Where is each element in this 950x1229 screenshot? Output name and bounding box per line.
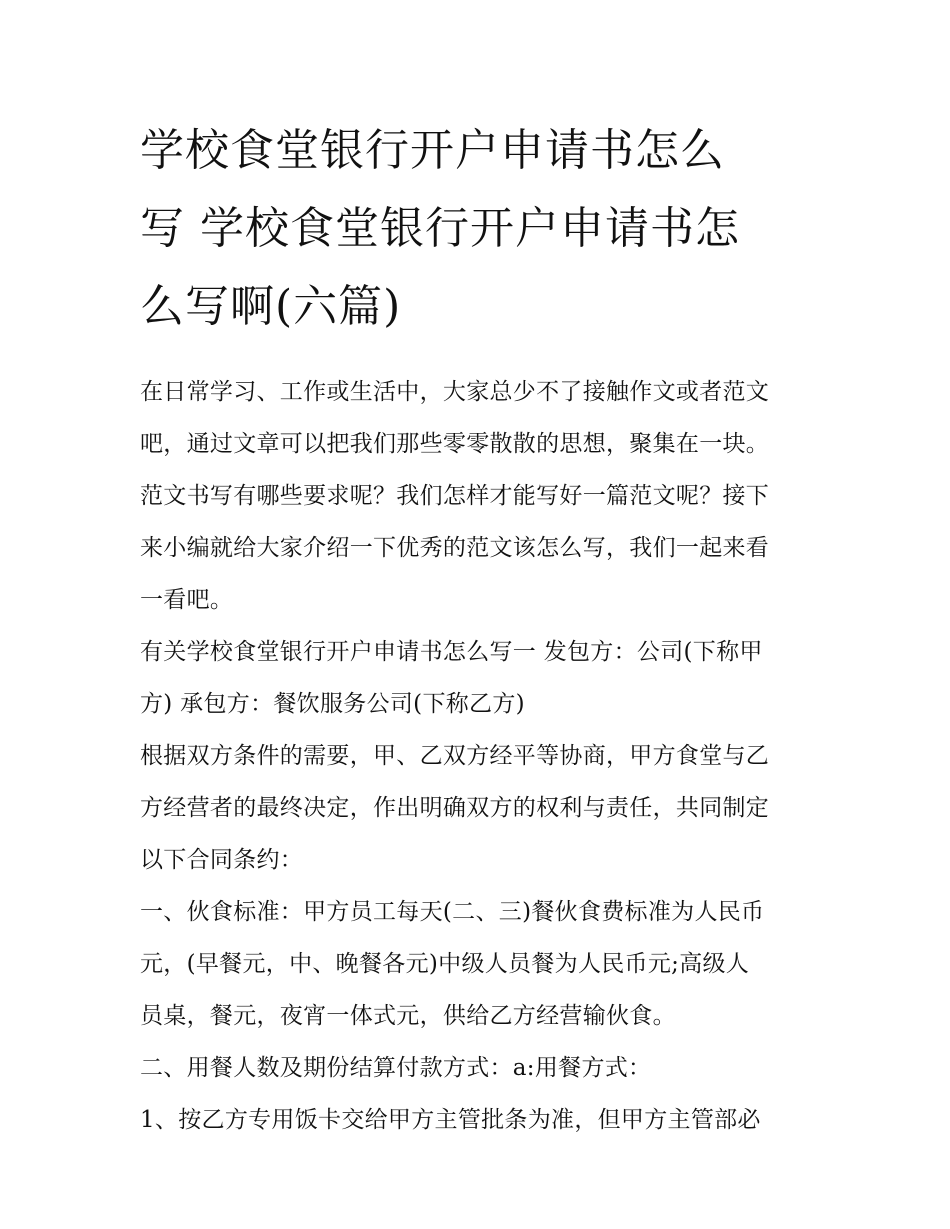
text-line: 来小编就给大家介绍一下优秀的范文该怎么写，我们一起来看 — [140, 535, 770, 561]
title-line: 写 学校食堂银行开户申请书怎 — [140, 203, 740, 254]
parties-paragraph — [140, 626, 830, 730]
clause-2-paragraph — [140, 1042, 830, 1094]
text-line: 根据双方条件的需要，甲、乙双方经平等协商，甲方食堂与乙 — [140, 743, 770, 769]
agreement-paragraph — [140, 730, 830, 886]
text-line: 吧，通过文章可以把我们那些零零散散的思想，聚集在一块。 — [140, 431, 770, 457]
text-line: 有关学校食堂银行开户申请书怎么写一 发包方：公司(下称甲 — [140, 639, 763, 665]
text-line: 1、按乙方专用饭卡交给甲方主管批条为准，但甲方主管部必 — [140, 1107, 761, 1133]
clause-1-paragraph — [140, 886, 830, 1042]
text-line: 元，(早餐元，中、晚餐各元)中级人员餐为人民币元;高级人 — [140, 951, 750, 977]
intro-paragraph — [140, 366, 830, 626]
text-line: 方) 承包方：餐饮服务公司(下称乙方) — [140, 691, 525, 717]
title-line: 么写啊(六篇) — [140, 281, 402, 332]
text-line: 以下合同条约： — [140, 847, 304, 873]
document-page — [140, 112, 830, 1146]
text-line: 方经营者的最终决定，作出明确双方的权利与责任，共同制定 — [140, 795, 770, 821]
text-line: 在日常学习、工作或生活中，大家总少不了接触作文或者范文 — [140, 379, 770, 405]
title-line: 学校食堂银行开户申请书怎么 — [140, 125, 725, 176]
text-line: 员桌，餐元，夜宵一体式元，供给乙方经营输伙食。 — [140, 1003, 676, 1029]
text-line: 二、用餐人数及期份结算付款方式：a:用餐方式： — [140, 1055, 652, 1081]
text-line: 一、伙食标准：甲方员工每天(二、三)餐伙食费标准为人民币 — [140, 899, 765, 925]
document-title — [140, 112, 830, 346]
text-line: 范文书写有哪些要求呢？我们怎样才能写好一篇范文呢？接下 — [140, 483, 770, 509]
item-1-paragraph — [140, 1094, 830, 1146]
text-line: 一看吧。 — [140, 587, 234, 613]
